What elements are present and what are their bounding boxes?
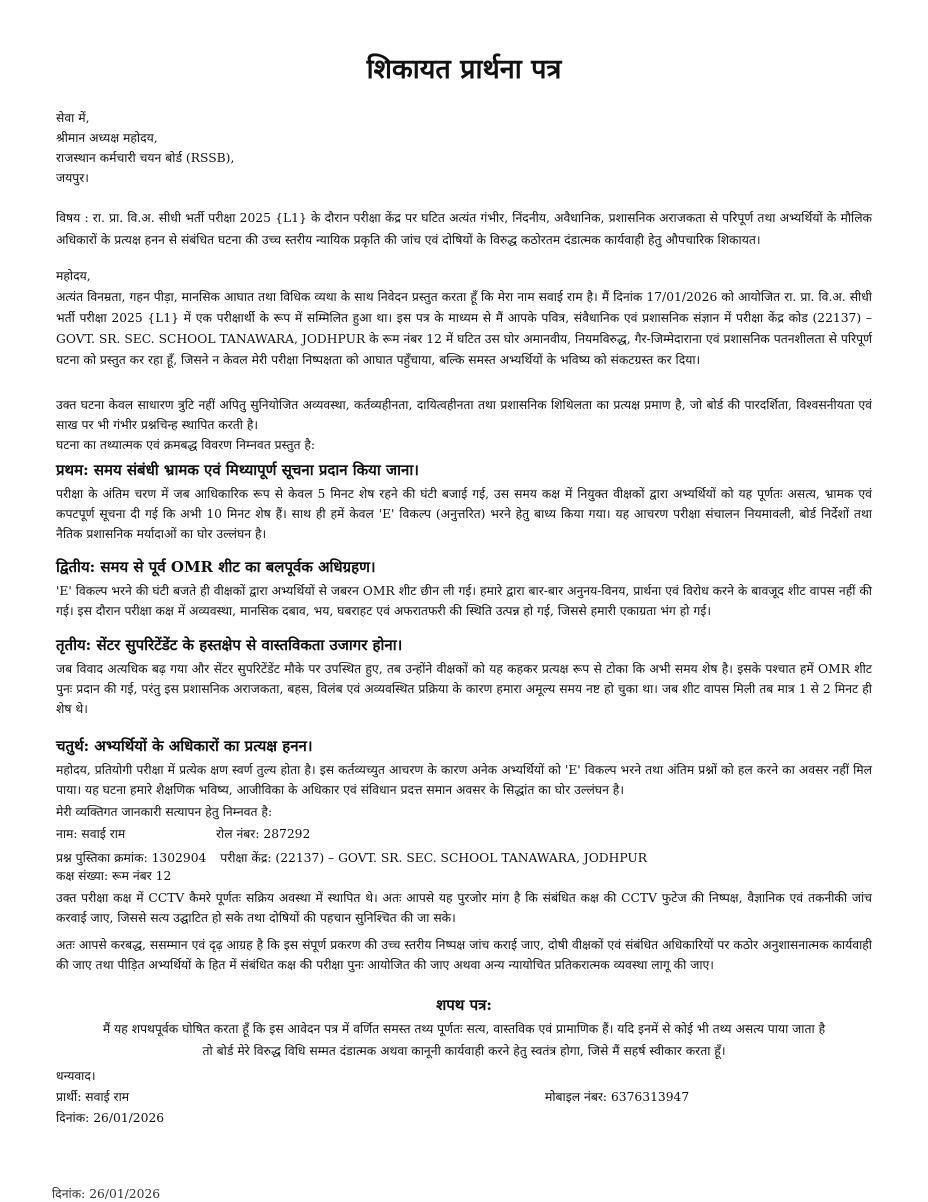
booklet-centre-row [56,848,657,868]
address-line: जयपुर। [56,171,89,185]
page-title: शिकायत प्रार्थना पत्र [366,54,562,85]
oath-text: मैं यह शपथपूर्वक घोषित करता हूँ कि इस आवेदन पत्र में वर्णित समस्त तथ्य पूर्णतः सत्य, वास्तविक एवं प्रामाणिक हैं। यदि इनमें से कोई भी तथ्य असत्य पाया जाता है तो बोर्ड मेरे विरुद्ध विधि सम्मत दंडात्मक अथवा कानूनी कार्यवाही करने हेतु स्वतंत्र होगा, जिसे मैं सहर्ष स्वीकार करता हूँ। [102,1022,826,1058]
section-body-1: परीक्षा के अंतिम चरण में जब आधिकारिक रूप से केवल 5 मिनट शेष रहने की घंटी बजाई गई, उस समय कक्ष में नियुक्त वीक्षकों द्वारा अभ्यर्थियों को यह पूर्णतः असत्य, भ्रामक एवं कपटपूर्ण सूचना दी गई कि अभी 10 मिनट शेष हैं। साथ ही हमें केवल 'E' विकल्प (अनुत्तरित) भरने हेतु बाध्य किया गया। यह आचरण परीक्षा संचालन नियमावली, बोर्ड निर्देशों तथा नैतिक प्रशासनिक मर्यादाओं का घोर उल्लंघन है। [56,487,872,541]
section-heading-4: चतुर्थ: अभ्यर्थियों के अधिकारों का प्रत्यक्ष हनन। [56,737,313,755]
section-body-3: जब विवाद अत्यधिक बढ़ गया और सेंटर सुपरिटेंडेंट मौके पर उपस्थित हुए, तब उन्होंने वीक्षकों को यह कहकर प्रत्यक्ष रूप से टोका कि अभी समय शेष है। इसके पश्चात हमें OMR शीट पुनः प्रदान की गई, परंतु इस प्रशासनिक अराजकता, बहस, विलंब एवं अव्यवस्थित प्रक्रिया के कारण हमारा अमूल्य समय नष्ट हो चुका था। जब शीट वापस मिली तब मात्र 1 से 2 मिनट ही शेष थे। [56,662,872,716]
subject-line: विषय : रा. प्रा. वि.अ. सीधी भर्ती परीक्षा 2025 {L1} के दौरान परीक्षा केंद्र पर घटित अत्यंत गंभीर, निंदनीय, अवैधानिक, प्रशासनिक अराजकता से परिपूर्ण तथा अभ्यर्थियों के मौलिक अधिकारों के प्रत्यक्ष हनन से संबंधित घटना की उच्च स्तरीय न्यायिक प्रकृति की जांच एवं दोषियों के विरुद्ध कठोरतम दंडात्मक कार्यवाही हेतु औपचारिक शिकायत। [56,211,872,247]
section-heading-2: द्वितीय: समय से पूर्व OMR शीट का बलपूर्वक अधिग्रहण। [56,558,376,576]
intro-paragraph: अत्यंत विनम्रता, गहन पीड़ा, मानसिक आघात तथा विधिक व्यथा के साथ निवेदन प्रस्तुत करता हूँ कि मेरा नाम सवाई राम है। मैं दिनांक 17/01/2026 को आयोजित रा. प्रा. वि.अ. सीधी भर्ती परीक्षा 2025 {L1} में एक परीक्षार्थी के रूप में सम्मिलित हुआ था। इस पत्र के माध्यम से मैं आपके पवित्र, संवैधानिक एवं प्रशासनिक संज्ञान में परीक्षा केंद्र कोड (22137) – GOVT. SR. SEC. SCHOOL TANAWARA, JODHPUR के रूम नंबर 12 में घटित उस घोर अमानवीय, नियमविरुद्ध, गैर-जिम्मेदाराना एवं प्रशासनिक पतनशीलता से परिपूर्ण घटना को प्रस्तुत कर रहा हूँ, जिसने न केवल मेरी परीक्षा निष्पक्षता को आघात पहुँचाया, बल्कि समस्त अभ्यर्थियों के भविष्य को संकटग्रस्त कर दिया। [56,290,872,367]
thanks: धन्यवाद। [56,1069,96,1083]
request-paragraph: अतः आपसे करबद्ध, ससम्मान एवं दृढ़ आग्रह है कि इस संपूर्ण प्रकरण की उच्च स्तरीय निष्पक्ष जांच कराई जाए, दोषी वीक्षकों एवं संबंधित अधिकारियों पर कठोर अनुशासनात्मक कार्यवाही की जाए तथा पीड़ित अभ्यर्थियों के हित में संबंधित कक्ष की परीक्षा पुनः आयोजित की जाए अथवा अन्य न्यायोचित प्रतिकरात्मक व्यवस्था लागू की जाए। [56,938,872,972]
section-body-4: महोदय, प्रतियोगी परीक्षा में प्रत्येक क्षण स्वर्ण तुल्य होता है। इस कर्तव्यच्युत आचरण के कारण अनेक अभ्यर्थियों को 'E' विकल्प भरने तथा अंतिम प्रश्नों को हल करने का अवसर नहीं मिल पाया। यह घटना हमारे शैक्षणिक भविष्य, आजीविका के अधिकार एवं संविधान प्रदत्त समान अवसर के सिद्धांत का घोर उल्लंघन है। [56,763,872,797]
letter-date: दिनांक: 26/01/2026 [56,1111,165,1125]
personal-info-intro: मेरी व्यक्तिगत जानकारी सत्यापन हेतु निम्नवत है: [56,805,273,819]
oath-heading: शपथ पत्र: [436,996,492,1014]
address-line: सेवा में, [56,111,90,125]
section-heading-3: तृतीय: सेंटर सुपरिटेंडेंट के हस्तक्षेप से वास्तविकता उजागर होना। [56,636,403,654]
address-line: राजस्थान कर्मचारी चयन बोर्ड (RSSB), [56,151,235,165]
applicant-name: प्रार्थी: सवाई राम [56,1090,130,1104]
exam-centre: परीक्षा केंद्र: (22137) – GOVT. SR. SEC. SCHOOL TANAWARA, JODHPUR [220,851,648,865]
cctv-paragraph: उक्त परीक्षा कक्ष में CCTV कैमरे पूर्णतः सक्रिय अवस्था में स्थापित थे। अतः आपसे यह पुरजोर मांग है कि संबंधित कक्ष की CCTV फुटेज की निष्पक्ष, वैज्ञानिक एवं तकनीकी जांच करवाई जाए, जिससे सत्य उद्घाटित हो सके तथा दोषियों की पहचान सुनिश्चित की जा सके। [56,891,872,925]
cropped-date-text: दिनांक: 26/01/2026 [52,1187,161,1201]
section-body-2: 'E' विकल्प भरने की घंटी बजते ही वीक्षकों द्वारा अभ्यर्थियों से जबरन OMR शीट छीन ली गई। हमारे द्वारा बार-बार अनुनय-विनय, प्रार्थना एवं विरोध करने के बावजूद शीट वापस नहीं की गई। इस दौरान परीक्षा कक्ष में अव्यवस्था, मानसिक दबाव, भय, घबराहट एवं अफरातफरी की स्थिति उत्पन्न हो गई, जिससे हमारी एकाग्रता भंग हो गई। [56,584,872,618]
name-line: नाम: सवाई राम [56,827,126,841]
roll-number: रोल नंबर: 287292 [216,827,311,841]
paragraph-3: घटना का तथ्यात्मक एवं क्रमबद्ध विवरण निम्नवत प्रस्तुत है: [56,438,316,452]
room-number: कक्ष संख्या: रूम नंबर 12 [56,869,172,883]
booklet-number: प्रश्न पुस्तिका क्रमांक: 1302904 [56,851,207,865]
section-heading-1: प्रथम: समय संबंधी भ्रामक एवं मिथ्यापूर्ण सूचना प्रदान किया जाना। [56,461,419,479]
mobile-number: मोबाइल नंबर: 6376313947 [545,1090,690,1104]
recipient-address [56,108,872,188]
address-line: श्रीमान अध्यक्ष महोदय, [56,131,158,145]
paragraph-2: उक्त घटना केवल साधारण त्रुटि नहीं अपितु सुनियोजित अव्यवस्था, कर्तव्यहीनता, दायित्वहीनता तथा प्रशासनिक शिथिलता का प्रत्यक्ष प्रमाण है, जो बोर्ड की पारदर्शिता, विश्वसनीयता एवं साख पर भी गंभीर प्रश्नचिन्ह स्थापित करती है। [56,398,872,432]
salutation: महोदय, [56,269,91,283]
